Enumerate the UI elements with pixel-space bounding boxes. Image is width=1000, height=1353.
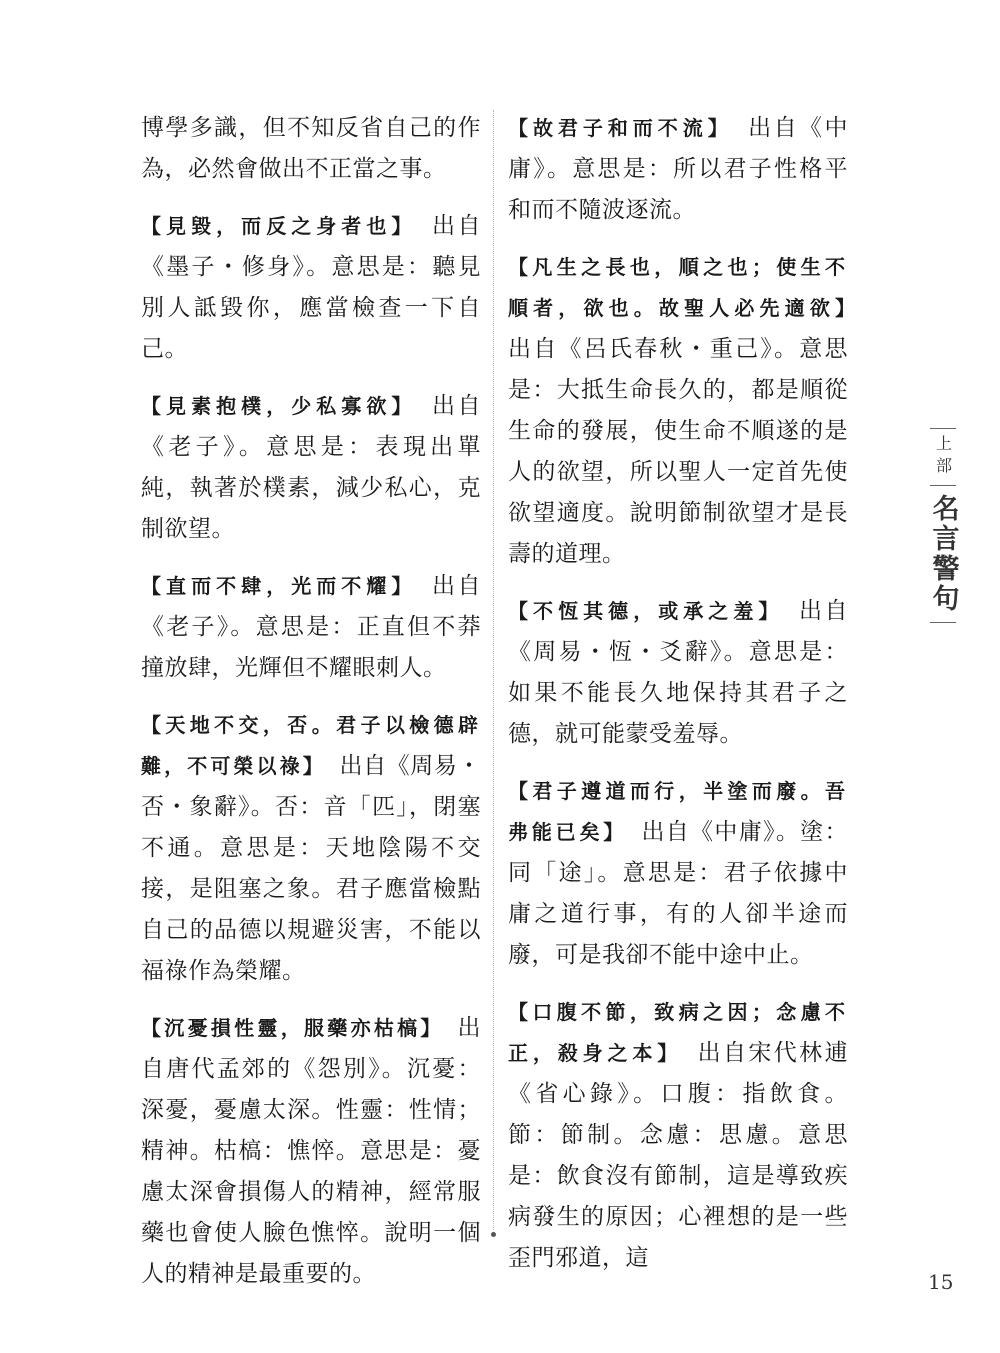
paragraph xyxy=(141,206,481,370)
paragraph xyxy=(508,992,848,1279)
section-sidebar xyxy=(926,428,960,623)
page-number: 15 xyxy=(928,1270,954,1294)
paragraph xyxy=(141,1008,481,1295)
sidebar-rule xyxy=(930,485,956,486)
quote-heading: 【直而不肆，光而不耀】 xyxy=(141,574,407,598)
quote-heading: 【凡生之長也，順之也；使生不順者，欲也。故聖人必先適欲】 xyxy=(508,255,848,320)
sidebar-rule xyxy=(930,428,956,429)
sidebar-rule xyxy=(930,622,956,623)
quote-heading: 【沉憂損性靈，服藥亦枯槁】 xyxy=(141,1016,434,1040)
sidebar-part-label: 上部 xyxy=(933,435,953,479)
quote-heading: 【口腹不節，致病之因；念慮不正，殺身之本】 xyxy=(508,1000,848,1065)
paragraph-text: 出自《中庸》。塗：同「途」。意思是：君子依據中庸之道行事，有的人卻半途而廢，可是我卻不能中途中止。 xyxy=(508,819,849,968)
paragraph xyxy=(141,386,481,550)
paragraph xyxy=(141,566,481,689)
quote-heading: 【見素抱樸，少私寡欲】 xyxy=(141,394,407,418)
paragraph-text: 出自《老子》。意思是：正直但不莽撞放肆，光輝但不耀眼刺人。 xyxy=(141,573,482,681)
quote-heading: 【見毀，而反之身者也】 xyxy=(141,214,407,238)
column-divider xyxy=(493,110,494,1230)
paragraph xyxy=(508,771,848,976)
paragraph-text: 出自《中庸》。意思是：所以君子性格平和而不隨波逐流。 xyxy=(508,115,849,223)
paragraph-text: 出自《周易・否・象辭》。否：音「匹」，閉塞不通。意思是：天地陰陽不交接，是阻塞之象。君子應當檢點自己的品德以規避災害，不能以福祿作為榮耀。 xyxy=(141,753,482,984)
paragraph xyxy=(508,591,848,755)
paragraph-text: 出自《老子》。意思是：表現出單純，執著於樸素，減少私心，克制欲望。 xyxy=(141,393,482,542)
sidebar-title: 名言警句 xyxy=(927,494,959,614)
paragraph-text: 出自《呂氏春秋・重己》。意思是：大抵生命長久的，都是順從生命的發展，使生命不順遂的是人的欲望，所以聖人一定首先使欲望適度。說明節制欲望才是長壽的道理。 xyxy=(508,336,848,567)
paragraph-text: 出自《周易・恆・爻辭》。意思是：如果不能長久地保持其君子之德，就可能蒙受羞辱。 xyxy=(508,598,849,747)
divider-dot xyxy=(491,1232,496,1237)
paragraph xyxy=(508,247,848,575)
paragraph xyxy=(141,705,481,992)
quote-heading: 【天地不交，否。君子以檢德辟難，不可榮以祿】 xyxy=(141,713,481,778)
paragraph-text: 出自宋代林逋《省心錄》。口腹：指飲食。節：節制。念慮：思慮。意思是：飲食沒有節制，這是導致疾病發生的原因；心裡想的是一些歪門邪道，這 xyxy=(508,1040,849,1271)
left-column xyxy=(141,108,481,1311)
quote-heading: 【君子遵道而行，半塗而廢。吾弗能已矣】 xyxy=(508,779,848,844)
quote-heading: 【不恆其德，或承之羞】 xyxy=(508,599,774,623)
quote-heading: 【故君子和而不流】 xyxy=(508,116,723,140)
paragraph xyxy=(508,108,848,231)
right-column xyxy=(508,108,848,1295)
paragraph xyxy=(141,108,481,190)
paragraph-text: 出自唐代孟郊的《怨別》。沉憂：深憂，憂慮太深。性靈：性情；精神。枯槁：憔悴。意思是：憂慮太深會損傷人的精神，經常服藥也會使人臉色憔悴。說明一個人的精神是最重要的。 xyxy=(141,1015,482,1287)
paragraph-text: 出自《墨子・修身》。意思是：聽見別人詆毀你，應當檢查一下自己。 xyxy=(141,213,482,362)
paragraph-text: 博學多識，但不知反省自己的作為，必然會做出不正當之事。 xyxy=(141,115,481,182)
